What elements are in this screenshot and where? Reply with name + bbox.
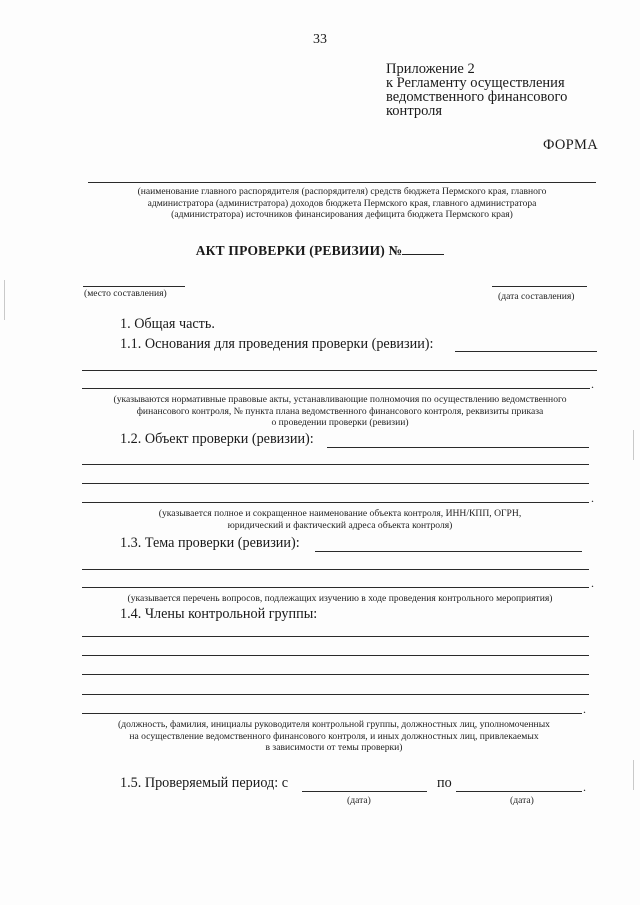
section-1-1-field-line xyxy=(82,388,590,389)
period-to-label: по xyxy=(437,775,452,791)
section-1-4-field-line xyxy=(82,674,589,675)
section-1-2-field-line xyxy=(82,483,589,484)
caption-line: о проведении проверки (ревизии) xyxy=(271,417,409,429)
trailing-dot: . xyxy=(591,377,594,391)
caption-line: (наименование главного распорядителя (распорядителя) средств бюджета Пермского края, главного xyxy=(137,186,547,197)
section-1-1-caption xyxy=(84,394,596,429)
caption-line: (указываются нормативные правовые акты, устанавливающие полномочия по осуществлению ведомственного xyxy=(113,394,567,405)
date-line xyxy=(492,286,587,287)
form-label: ФОРМА xyxy=(542,137,598,153)
date-caption: (дата составления) xyxy=(498,291,575,302)
place-caption: (место составления) xyxy=(84,288,167,299)
section-1-4-label: 1.4. Члены контрольной группы: xyxy=(120,606,318,622)
section-1-2-field-line xyxy=(82,464,589,465)
scan-artifact xyxy=(633,760,634,790)
section-1-1-label: 1.1. Основания для проведения проверки (ревизии): xyxy=(120,336,434,352)
appendix-block xyxy=(386,62,567,118)
period-from-line xyxy=(302,791,427,792)
trailing-dot: . xyxy=(591,576,594,590)
section-1-5-label: 1.5. Проверяемый период: с xyxy=(120,775,289,791)
section-1-2-field-line xyxy=(82,502,589,503)
section-1-4-field-line xyxy=(82,636,589,637)
trailing-dot: . xyxy=(591,491,594,505)
act-number-blank xyxy=(402,244,444,255)
period-to-caption: (дата) xyxy=(510,795,534,806)
place-line xyxy=(83,286,185,287)
caption-line: (указывается полное и сокращенное наименование объекта контроля, ИНН/КПП, ОГРН, xyxy=(158,508,522,519)
section-1-3-field-line xyxy=(82,587,589,588)
section-1-4-caption xyxy=(84,719,584,754)
caption-line: в зависимости от темы проверки) xyxy=(265,742,403,754)
appendix-line: Приложение 2 xyxy=(386,61,475,77)
appendix-line: ведомственного финансового xyxy=(386,89,568,105)
organization-name-line xyxy=(88,182,596,183)
trailing-dot: . xyxy=(583,702,586,716)
section-1-3-caption xyxy=(84,593,596,605)
section-1-3-field-line xyxy=(315,551,582,552)
trailing-dot: . xyxy=(583,780,586,794)
section-1-3-label: 1.3. Тема проверки (ревизии): xyxy=(120,535,300,551)
scan-artifact xyxy=(4,280,5,320)
section-1-4-field-line xyxy=(82,694,589,695)
section-1-2-label: 1.2. Объект проверки (ревизии): xyxy=(120,431,314,447)
page-number: 33 xyxy=(313,32,327,47)
section-1-1-field-line xyxy=(82,370,597,371)
caption-line: администратора (администратора) доходов бюджета Пермского края, главного администратора xyxy=(147,197,537,209)
period-to-line xyxy=(456,791,582,792)
organization-caption xyxy=(90,186,594,221)
section-1-3-field-line xyxy=(82,569,589,570)
caption-line: юридический и фактический адреса объекта контроля) xyxy=(227,519,453,531)
act-title xyxy=(0,243,640,259)
caption-line: (должность, фамилия, инициалы руководителя контрольной группы, должностных лиц, уполномоченных xyxy=(118,719,550,730)
act-title-text: АКТ ПРОВЕРКИ (РЕВИЗИИ) № xyxy=(195,243,403,258)
period-from-caption: (дата) xyxy=(347,795,371,806)
caption-line: на осуществление ведомственного финансового контроля, и иных должностных лиц, привлекаемых xyxy=(129,730,539,742)
section-1-4-field-line xyxy=(82,655,589,656)
section-1-heading: 1. Общая часть. xyxy=(120,316,215,332)
section-1-4-field-line xyxy=(82,713,582,714)
caption-line: (указывается перечень вопросов, подлежащих изучению в ходе проведения контрольного мероприятия) xyxy=(127,593,553,604)
caption-line: (администратора) источников финансирования дефицита бюджета Пермского края) xyxy=(171,209,513,221)
section-1-1-field-line xyxy=(455,351,597,352)
appendix-line: контроля xyxy=(386,103,443,119)
section-1-2-field-line xyxy=(327,447,589,448)
appendix-line: к Регламенту осуществления xyxy=(386,75,565,91)
caption-line: финансового контроля, № пункта плана ведомственного финансового контроля, реквизиты приказа xyxy=(136,405,544,417)
scan-artifact xyxy=(633,430,634,460)
section-1-2-caption xyxy=(84,508,596,531)
